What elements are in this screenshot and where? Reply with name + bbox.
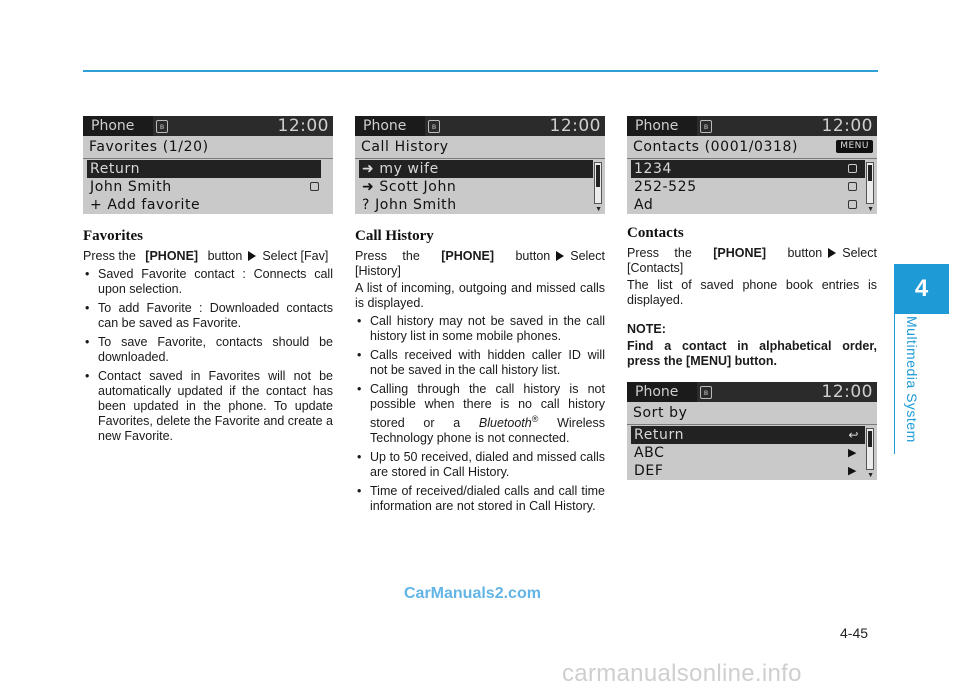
bluetooth-icon: ʙ: [428, 120, 440, 133]
scroll-thumb[interactable]: [868, 431, 872, 447]
bullet-text: Wireless Technology phone is not connected.: [370, 416, 605, 446]
list-item: [355, 382, 605, 446]
phone-icon: [848, 182, 857, 191]
scrollbar[interactable]: [594, 162, 602, 204]
intro-text: button: [207, 249, 243, 263]
list-item[interactable]: [355, 178, 605, 196]
bluetooth-icon: ʙ: [156, 120, 168, 133]
list-item-label: Ad: [634, 197, 654, 213]
list-item-label: 252-525: [634, 179, 697, 195]
phone-icon: [310, 182, 319, 191]
phone-button-label: [PHONE]: [145, 249, 199, 263]
note-text: Find a contact in alphabetical order, press the [MENU] button.: [627, 339, 877, 368]
screen-header-label: Contacts (0001/0318): [633, 139, 799, 155]
favorites-intro: [83, 249, 333, 264]
list-item[interactable]: [627, 178, 877, 196]
list-item[interactable]: [355, 196, 605, 214]
list-item[interactable]: [631, 160, 865, 178]
clock: 12:00: [821, 116, 873, 136]
favorites-heading: Favorites: [83, 228, 143, 244]
list-item-label: ABC: [634, 445, 665, 461]
scroll-down-icon[interactable]: ▼: [595, 206, 602, 213]
screen-header: Favorites (1/20): [83, 136, 333, 159]
section-title: Multimedia System: [904, 316, 920, 443]
list-item: • Calls received with hidden caller ID will not be saved in the call history list.: [355, 348, 605, 378]
history-body: [355, 249, 605, 518]
bluetooth-brand: Bluetooth: [478, 416, 532, 431]
list-item: • To add Favorite : Downloaded contacts can be saved as Favorite.: [83, 301, 333, 331]
status-bar: [627, 382, 877, 402]
intro-text: Press the: [355, 249, 420, 263]
page-number: 4-45: [840, 625, 869, 641]
status-bar: [627, 116, 877, 136]
phone-button-label: [PHONE]: [713, 246, 767, 260]
contacts-lead: The list of saved phone book entries is displayed.: [627, 278, 877, 307]
arrow-right-icon: [556, 251, 564, 261]
scroll-down-icon[interactable]: ▼: [867, 472, 874, 479]
list-item-label: Return: [90, 161, 141, 177]
arrow-right-icon: [828, 248, 836, 258]
back-icon: ↩: [848, 428, 859, 442]
menu-button[interactable]: MENU: [836, 140, 873, 153]
intro-text: Select [Contacts]: [627, 246, 877, 275]
phone-tab: Phone: [83, 116, 153, 136]
scroll-down-icon[interactable]: ▼: [867, 206, 874, 213]
list-item[interactable]: [627, 196, 877, 214]
contacts-heading: Contacts: [627, 225, 684, 241]
list-item-label: ➜ my wife: [362, 161, 439, 177]
phone-button-label: [PHONE]: [441, 249, 495, 263]
top-rule: [83, 70, 878, 72]
intro-text: Press the: [627, 246, 692, 260]
favorites-screen: [83, 116, 333, 214]
bluetooth-icon: ʙ: [700, 386, 712, 399]
favorites-body: [83, 249, 333, 448]
list-item: • Time of received/dialed calls and call time information are not stored in Call History.: [355, 484, 605, 514]
registered-mark: ®: [531, 414, 539, 424]
list-item-label: ? John Smith: [362, 197, 457, 213]
history-intro: [355, 249, 605, 279]
screen-header: [627, 136, 877, 159]
history-heading: Call History: [355, 228, 434, 244]
bluetooth-icon: ʙ: [700, 120, 712, 133]
clock: 12:00: [549, 116, 601, 136]
side-rule: [894, 314, 895, 454]
clock: 12:00: [277, 116, 329, 136]
screen-header: Sort by: [627, 402, 877, 425]
list-item-label: Return: [634, 427, 685, 443]
clock: 12:00: [821, 382, 873, 402]
arrow-right-icon: [248, 251, 256, 261]
list-item-label: + Add favorite: [90, 197, 201, 213]
contacts-body: [627, 246, 877, 369]
phone-tab: Phone: [627, 116, 697, 136]
screen-header: Call History: [355, 136, 605, 159]
list-item-label: DEF: [634, 463, 664, 479]
list-item: • Up to 50 received, dialed and missed calls are stored in Call History.: [355, 450, 605, 480]
list-item[interactable]: [627, 444, 877, 462]
list-item[interactable]: [631, 426, 865, 444]
list-item[interactable]: [83, 178, 333, 196]
scroll-thumb[interactable]: [868, 165, 872, 181]
chevron-right-icon: ▶: [847, 464, 857, 477]
phone-icon: [848, 164, 857, 173]
section-tab: 4: [894, 264, 949, 314]
list-item[interactable]: [627, 462, 877, 480]
list-item-label: ➜ Scott John: [362, 179, 457, 195]
chevron-right-icon: ▶: [847, 446, 857, 459]
sortby-screen: [627, 382, 877, 480]
bullet-text: Calling through the call history is not possible when there is no call history stored or a: [370, 382, 605, 431]
favorites-list: [83, 267, 333, 444]
watermark-top: CarManuals2.com: [404, 585, 541, 602]
scrollbar[interactable]: [866, 162, 874, 204]
intro-text: button: [787, 246, 823, 260]
list-item: • Saved Favorite contact : Connects call upon selection.: [83, 267, 333, 297]
list-item[interactable]: [359, 160, 593, 178]
status-bar: [83, 116, 333, 136]
watermark-bottom: carmanualsonline.info: [562, 660, 802, 687]
list-item[interactable]: [87, 160, 321, 178]
history-lead: A list of incoming, outgoing and missed calls is displayed.: [355, 281, 605, 310]
intro-text: Press the: [83, 249, 136, 263]
status-bar: [355, 116, 605, 136]
list-item-label: John Smith: [90, 179, 172, 195]
note-label: NOTE:: [627, 322, 666, 336]
phone-tab: Phone: [355, 116, 425, 136]
phone-tab: Phone: [627, 382, 697, 402]
history-list: [355, 314, 605, 514]
list-item[interactable]: [83, 196, 333, 214]
intro-text: button: [515, 249, 551, 263]
list-item-label: 1234: [634, 161, 673, 177]
list-item: • To save Favorite, contacts should be downloaded.: [83, 335, 333, 365]
scrollbar[interactable]: [866, 428, 874, 470]
list-item: • Contact saved in Favorites will not be automatically updated if the contact has been updated in the phone. To update Favorites, delete the Favorite and create a new Favorite.: [83, 369, 333, 444]
contacts-intro: [627, 246, 877, 276]
intro-text: Select [Fav]: [262, 249, 329, 263]
contacts-screen: [627, 116, 877, 214]
phone-icon: [848, 200, 857, 209]
list-item: • Call history may not be saved in the call history list in some mobile phones.: [355, 314, 605, 344]
scroll-thumb[interactable]: [596, 165, 600, 187]
intro-text: Select [History]: [355, 249, 605, 278]
history-screen: [355, 116, 605, 214]
